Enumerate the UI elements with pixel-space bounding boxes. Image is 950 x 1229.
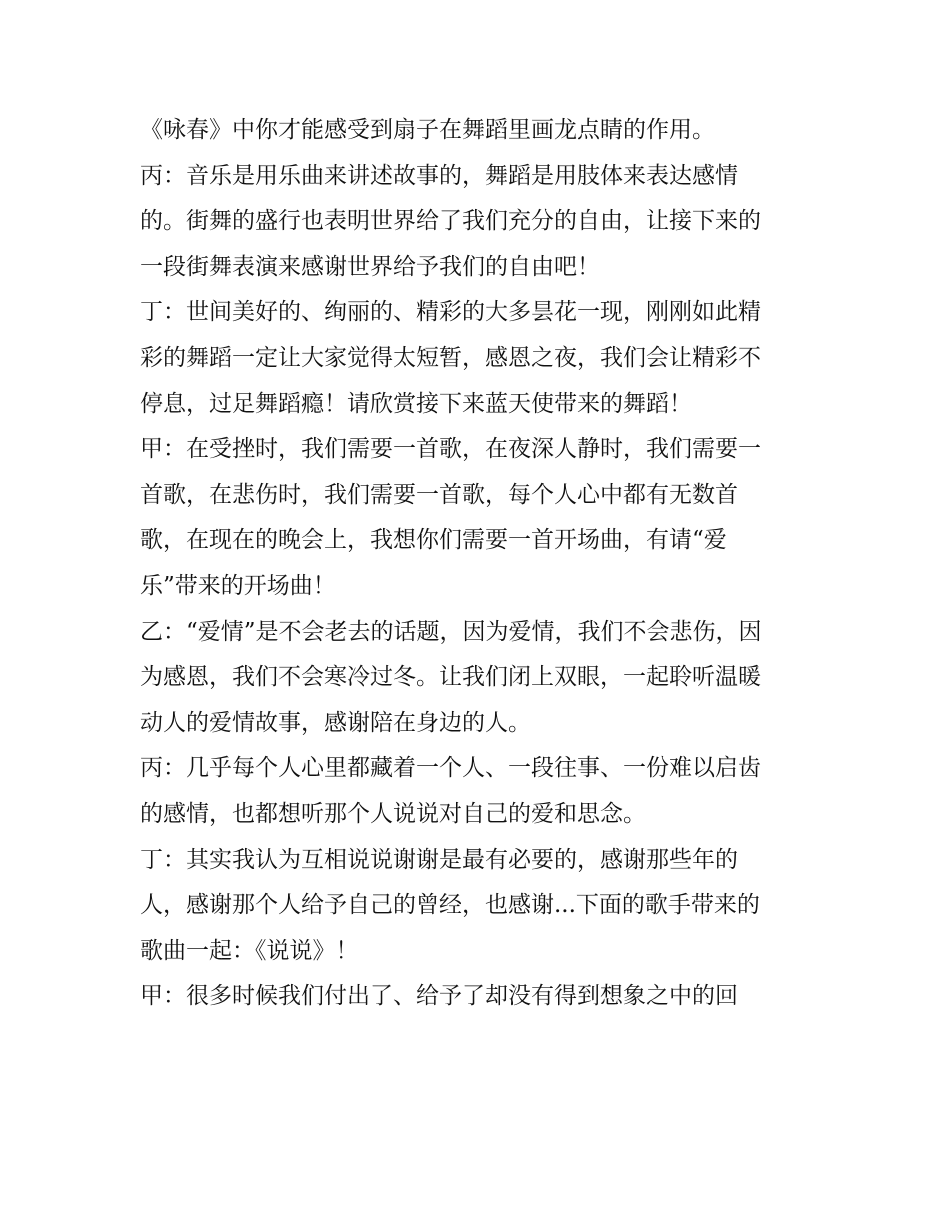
text-line: 歌曲一起：《说说》！	[140, 937, 359, 964]
text-line: 乐”带来的开场曲！	[140, 572, 336, 599]
text-line: 甲：在受挫时，我们需要一首歌，在夜深人静时，我们需要一	[140, 436, 761, 463]
text-line: 的感情，也都想听那个人说说对自己的爱和思念。	[140, 800, 646, 827]
text-line: 彩的舞蹈一定让大家觉得太短暂，感恩之夜，我们会让精彩不	[140, 344, 761, 371]
text-line: 的。街舞的盛行也表明世界给了我们充分的自由，让接下来的	[140, 208, 761, 235]
text-line: 《咏春》中你才能感受到扇子在舞蹈里画龙点睛的作用。	[140, 117, 715, 143]
text-line: 甲：很多时候我们付出了、给予了却没有得到想象之中的回	[140, 983, 738, 1010]
text-line: 人，感谢那个人给予自己的曾经，也感谢...下面的歌手带来的	[140, 892, 760, 919]
text-line: 动人的爱情故事，感谢陪在身边的人。	[140, 709, 531, 736]
text-line: 丙：音乐是用乐曲来讲述故事的，舞蹈是用肢体来表达感情	[140, 162, 738, 189]
text-line: 停息，过足舞蹈瘾！请欣赏接下来蓝天使带来的舞蹈！	[140, 390, 692, 417]
text-line: 歌，在现在的晚会上，我想你们需要一首开场曲，有请“爱	[140, 527, 727, 554]
text-line: 为感恩，我们不会寒冷过冬。让我们闭上双眼，一起聆听温暖	[140, 664, 761, 691]
text-line: 一段街舞表演来感谢世界给予我们的自由吧！	[140, 253, 600, 280]
text-line: 丁：其实我认为互相说说谢谢是最有必要的，感谢那些年的	[140, 846, 738, 873]
text-line: 乙：“爱情”是不会老去的话题，因为爱情，我们不会悲伤，因	[140, 618, 762, 645]
text-line: 丁：世间美好的、绚丽的、精彩的大多昙花一现，刚刚如此精	[140, 299, 761, 326]
script-text-body	[140, 108, 820, 1020]
text-line: 首歌，在悲伤时，我们需要一首歌，每个人心中都有无数首	[140, 481, 738, 508]
text-line: 丙：几乎每个人心里都藏着一个人、一段往事、一份难以启齿	[140, 755, 761, 782]
